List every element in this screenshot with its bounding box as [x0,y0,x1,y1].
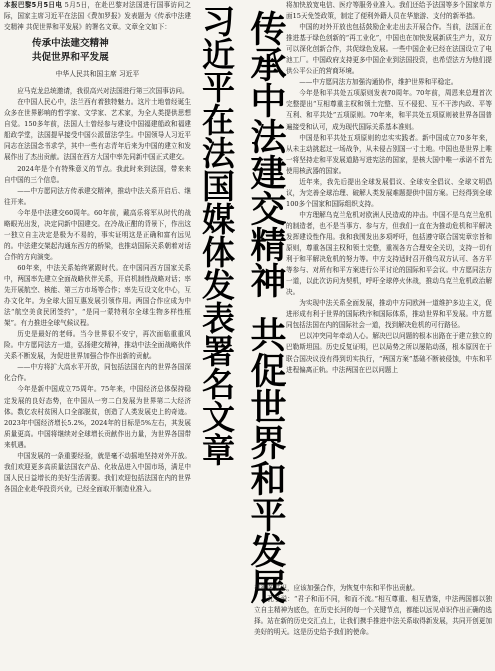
body-paragraph: 中方理解乌克兰危机对欧洲人民造成的冲击。中国不是乌克兰危机的制造者，也不是当事方、参与方，但我们一直在为推动危机和平解决发挥建设性作用。我和我围发出多项呼吁，包括遵守联合国宪章宗旨和原则，尊重各国主权和领土完整，重视各方合理安全关切，支持一切有利于和平解决危机的努力等。中方支持适时召开俄乌双方认可、各方平等参与、对所有和平方案进行公平讨论的国际和平会议。中方愿同法方一道，以此次访问为契机，呼吁全球停火休战，推动乌克兰危机政治解决。 [286,210,492,297]
main-headline-part-2: 共促世界和平发展 [245,316,286,604]
left-column [4,0,191,495]
body-paragraph: 孔子说：“君子和而不同，和而不流。”相互尊重、相互借鉴，中法两国都以独立自主精神为底色，在历史长河的每一个关键节点，都能以远见卓识作出正确的选择。站在新的历史交汇点上，让我们携手推进中法关系取得新发展，共同开创更加美好的明天。这是历史给予我们的使命。 [254,595,492,637]
main-headline-part-1: 传承中法建交精神 [245,10,286,298]
body-paragraph: 中国的对外开放也包括鼓励企业走出去开展合作。当前，法国正在推进基于绿色创新的“再工业化”，中国也在加快发展新质生产力，双方可以深化创新合作，共促绿色发展。一些中国企业已经在法国设立了电池工厂。中国政府支持更多中国企业到法国投资，也希望法方为他们提供公平公正的营商环境。 [286,23,492,76]
body-paragraph: 将加快放宽电信、医疗等服务业准入。我们还给予法国等多个国家单方面15天免签政策，制定了便利外籍人员在华旅游、支付的新举措。 [286,1,492,21]
dateline: 本报巴黎5月5日电 [4,1,63,9]
lead-paragraph [4,0,191,33]
body-paragraph: ——中方愿同法方加强沟通协作，维护世界和平稳定。 [299,78,458,87]
body-paragraph: 今年是新中国成立75周年。75年来，中国经济总体保持稳定发展的良好态势，在中国从一穷二白发展为世界第二大经济体。数亿农村贫困人口全部脱贫，创造了人类发展史上的奇迹。2023年中国经济增长5.2%，2024年的目标是5%左右，其发展质量更高。中国将继续对全球增长贡献作出力量，为世界各国带来机遇。 [4,385,191,449]
body-paragraph: 2024年是个有特殊意义的节点。我此时来到法国，带来来自中国的三个信息。 [4,164,191,184]
lead-text: 5月5日，在赴巴黎对法国进行国事访问之际，国家主席习近平在法国《费加罗报》发表题为《传承中法建交精神 共促世界和平发展》的署名文章。文章全文如下： [4,1,191,32]
body-paragraph: 应马克龙总统邀请，我很高兴对法国进行第三次国事访问。 [17,87,189,96]
body-paragraph: 近年来，我先后提出全球发展倡议、全球安全倡议、全球文明倡议，为完善全球治理、破解人类发展难题提供中国方案。已经得到全球100多个国家和国际组织支持。 [286,177,492,208]
author-headline: 习近平在法国媒体发表署名文章 [197,4,236,466]
body-paragraph: 有很多共识，应该加强合作，为恢复中东和平作出贡献。 [254,584,419,592]
body-paragraph: 中国是和平共处五项原则的忠实实践者。新中国成立70多年来，从未主动挑起过一场战争，从未侵占别国一寸土地。中国也是世界上唯一将坚持走和平发展道路写进宪法的国家，是核大国中唯一承诺不首先使用核武器的国家。 [286,133,492,175]
body-paragraph: 今年是中法建交60周年。60年前，戴高乐将军从时代的战略眼光出发，决定同新中国建交。在冷战正酣的背景下，作出这一独立自主决定是极为不易的，事实证明这是正确和富有远见的。中法建交架起沟通东西方的桥梁，也推动国际关系朝着对话合作的方向演变。 [4,208,191,261]
body-paragraph: 60年来，中法关系始终紧跟时代。在中国同西方国家关系中，两国率先建立全面战略伙伴关系，开启机制性战略对话；率先开展航空、核能、第三方市场等合作；率先互设文化中心，互办文化年。为全球大国互惠发展引领作用。两国合作应成为中法“航空美食民团签约”，“是同一蒙特利尔全球生物多样性框架”。有力推进全球气候议程。 [4,263,191,328]
body-paragraph: 在中国人民心中，法兰西有着独特魅力。这片土地曾经诞生众多在世界影响的哲学家、文学家、艺术家，为全人类提供思想自觉。150多年前，法国人士曾经参与建设中国福建船政和福建船政学堂，法国提早接受中国公派留法学生。中国领导人习近平同志在法国念书求学，其中一些有志青年后来为中国的建立和发展作出了杰出贡献。法国在西方大国中率先同新中国正式建交。 [4,98,191,162]
body-paragraph: 中国发展的一条重要经验，就是毫不动摇地坚持对外开放。我们欢迎更多高质量法国农产品、化妆品进入中国市场，满足中国人民日益增长的美好生活需要。我们欢迎包括法国在内的世界各国企业赴华投资兴业，已经全面取开制造业准入。 [4,451,191,493]
body-paragraph: 为实现中法关系全面发展，推动中方同欧洲一道维护多边主义，促进形成有利于世界的国际秩序和国际体系，推动世界和平发展。中方愿同包括法国在内的国际社会一道，找到解决危机的可行路径。 [286,299,492,330]
body-paragraph: ——中方愿同法方传承建交精神，推动中法关系开启后、继往开来。 [4,186,191,206]
right-column [286,0,492,376]
body-paragraph: ——中方将扩大高水平开放，同包括法国在内的世界各国深化合作。 [4,363,191,383]
byline: 中华人民共和国主席 习近平 [55,70,140,79]
body-paragraph: 历史是最好的老师。当今世界很不安宁，再次面临重重风险。中方愿同法方一道，弘扬建交精神，推动中法全面战略伙伴关系不断发展，为促进世界加强合作作出新的贡献。 [4,330,191,361]
article-title-line-1: 传承中法建交精神 [32,38,109,50]
article-title-line-2: 共促世界和平发展 [32,52,109,64]
body-paragraph: 今年是和平共处五项原则发表70周年。70年前，周恩来总理首次完整提出“互相尊重主权和领土完整、互不侵犯、互不干涉内政、平等互利、和平共处”五项原则。70年来，和平共处五项原则被世界各国普遍接受和认可，成为现代国际关系基本准则。 [286,89,492,131]
bottom-column [254,583,492,638]
body-paragraph: 巴以冲突同年牵动人心。解决巴以问题的根本出路在于建立独立的巴勒斯坦国。历史反复证明，巴以局势之所以屡陷动荡，根本原因在于联合国决议没有得到切实执行，“两国方案”基础不断被侵蚀，中东和平进程偏离正轨。中法两国在巴以问题上 [286,332,492,374]
